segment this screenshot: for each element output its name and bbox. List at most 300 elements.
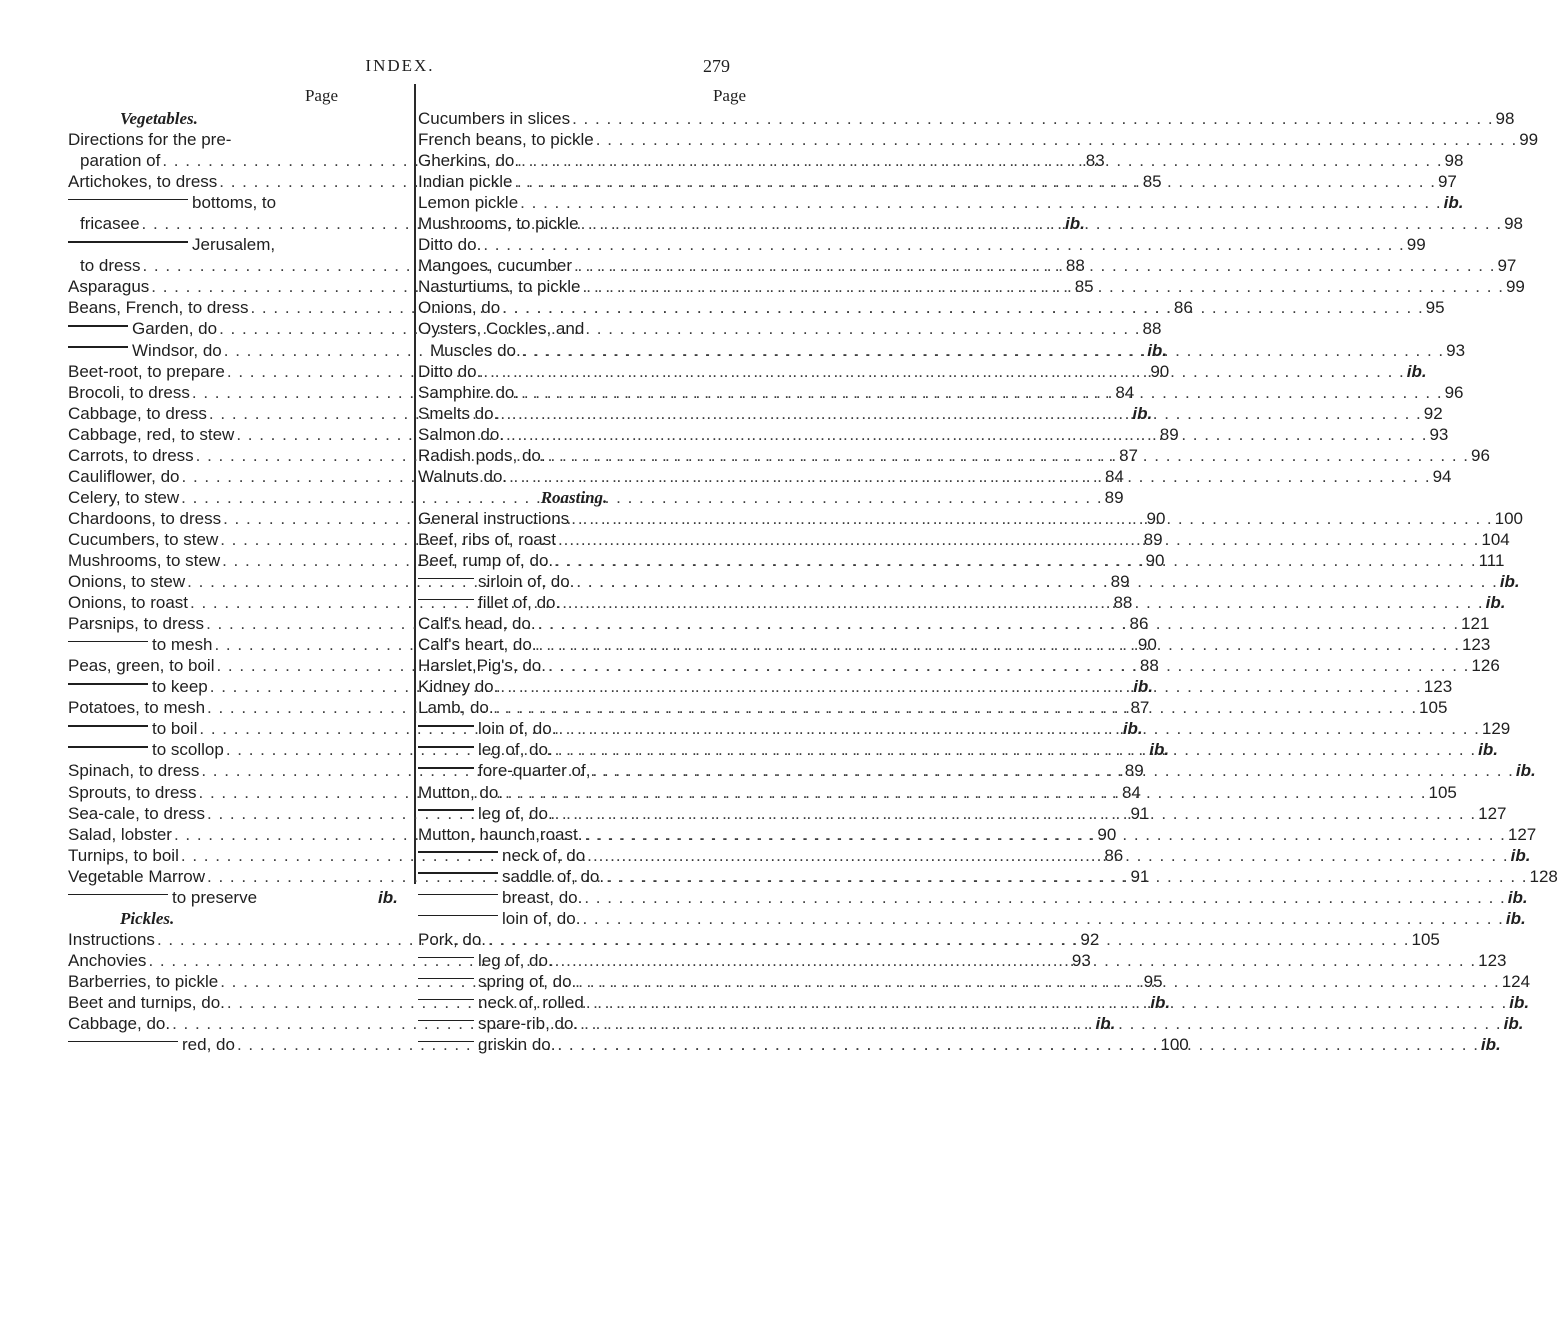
entry-label: Muscles do. [430, 340, 521, 360]
entry-label: Carrots, to dress [68, 445, 194, 465]
entry-page: 84 [1115, 382, 1135, 402]
entry-label: Barberries, to pickle [68, 971, 219, 991]
index-entry [418, 887, 1528, 908]
entry-text [418, 508, 569, 529]
ditto-rule [418, 1020, 474, 1022]
entry-text [68, 192, 276, 213]
entry-label: Mushrooms, to stew [68, 550, 221, 570]
entry-text [68, 171, 217, 192]
entry-text [418, 403, 498, 424]
index-entry [418, 1013, 1524, 1034]
entry-page: 90 [1145, 550, 1165, 570]
entry-text [418, 782, 503, 803]
leader-dots [555, 950, 1476, 971]
entry-text [418, 676, 498, 697]
entry-text [68, 508, 221, 529]
entry-label: Celery, to stew [68, 487, 180, 507]
entry-page: 99 [1519, 130, 1539, 150]
entry-label: to dress [80, 256, 141, 276]
entry-page: 111 [1478, 550, 1505, 570]
entry-label: Smelts do. [418, 403, 499, 423]
leader-dots [505, 782, 1426, 803]
entry-page: 89 [1110, 572, 1130, 592]
entry-label: Calf's heart, do. [418, 635, 537, 655]
entry-label: leg of, do. [478, 803, 553, 823]
leader-dots [596, 129, 1517, 150]
entry-label: Potatoes, to mesh [68, 698, 206, 718]
entry-label: Mushrooms, to pickle [418, 214, 579, 234]
entry-text [68, 950, 146, 971]
leader-dots [578, 971, 1499, 992]
entry-text [418, 361, 481, 382]
entry-text [68, 361, 225, 382]
leader-dots [500, 403, 1421, 424]
entry-label: Beans, French, to dress [68, 298, 249, 318]
leader-dots [521, 382, 1442, 403]
entry-text [68, 971, 218, 992]
entry-text [418, 276, 581, 297]
entry-label: Kidney do. [418, 677, 499, 697]
entry-label: Salad, lobster [68, 824, 172, 844]
entry-page: ib. [1485, 593, 1506, 613]
entry-page: 84 [1121, 782, 1141, 802]
leader-dots [555, 739, 1476, 760]
leader-dots [483, 234, 1404, 255]
page-column-label [418, 86, 770, 108]
leader-dots [488, 929, 1409, 950]
entry-text [418, 424, 504, 445]
entry-label: to boil [152, 719, 198, 739]
entry-page: 100 [1160, 1035, 1189, 1055]
entry-text [418, 108, 570, 129]
entry-text [418, 382, 519, 403]
entry-label: sirloin of, do. [478, 572, 575, 592]
entry-label: Turnips, to boil [68, 845, 179, 865]
entry-text [68, 803, 205, 824]
entry-text [68, 739, 224, 760]
entry-page: 87 [1130, 698, 1150, 718]
page-label: Page [304, 86, 338, 105]
entry-page: ib. [1443, 193, 1464, 213]
entry-label: Peas, green, to boil [68, 656, 215, 676]
entry-page: 129 [1481, 719, 1511, 739]
entry-page: 90 [1097, 824, 1117, 844]
leader-dots [562, 592, 1483, 613]
entry-page: 86 [1173, 298, 1193, 318]
entry-page: 98 [1504, 214, 1523, 234]
entry-page: 98 [1495, 109, 1515, 128]
leader-dots [555, 803, 1476, 824]
entry-page: ib. [1150, 992, 1171, 1012]
entry-text [418, 234, 481, 255]
entry-text [418, 760, 590, 781]
entry-label: Gherkins, do. [418, 151, 520, 171]
ditto-rule [68, 241, 188, 243]
entry-label: Beet and turnips, do. [68, 992, 225, 1012]
entry-page: 128 [1529, 866, 1558, 886]
entry-page: 126 [1471, 656, 1500, 676]
entry-label: neck of, do [502, 845, 586, 865]
entry-page: 96 [1444, 382, 1464, 402]
entry-label: Indian pickle [418, 172, 513, 192]
entry-text [68, 276, 149, 297]
entry-page: 89 [1159, 424, 1179, 444]
entry-page: 97 [1497, 256, 1517, 276]
entry-label: Chardoons, to dress [68, 508, 222, 528]
entry-page: 127 [1478, 803, 1507, 823]
entry-page: 123 [1423, 677, 1453, 697]
entry-page: ib. [1122, 719, 1143, 739]
entry-page: 88 [1113, 593, 1133, 613]
leader-dots [558, 529, 1479, 550]
leader-dots [606, 866, 1527, 887]
entry-text [418, 1034, 555, 1055]
entry-label: fore-quarter of, [478, 761, 591, 781]
entry-page: 127 [1507, 824, 1537, 844]
ditto-rule [68, 746, 148, 748]
entry-text [68, 129, 231, 150]
entry-label: Artichokes, to dress [68, 172, 218, 192]
entry-text [68, 150, 160, 171]
entry-page: 93 [1446, 340, 1466, 360]
entry-text [418, 1013, 578, 1034]
entry-page: ib. [1499, 572, 1520, 592]
entry-label: Nasturtiums, to pickle [418, 277, 581, 297]
entry-label: Windsor, do [132, 340, 222, 360]
entry-text [68, 760, 199, 781]
leader-dots [584, 824, 1505, 845]
entry-text [68, 487, 179, 508]
entry-label: spare-rib, do. [478, 1014, 579, 1034]
entry-page: ib. [1503, 1014, 1524, 1034]
entry-page: 91 [1130, 803, 1150, 823]
ditto-rule [418, 809, 474, 811]
ditto-rule [418, 872, 498, 874]
entry-label: Radish pods, do. [418, 445, 546, 465]
entry-page: 86 [1104, 845, 1124, 865]
entry-text [68, 992, 225, 1013]
entry-label: Cabbage, to dress [68, 403, 207, 423]
entry-text [68, 255, 140, 276]
entry-text [418, 866, 604, 887]
entry-text [68, 676, 208, 697]
entry-text [68, 697, 205, 718]
entry-page: 105 [1411, 929, 1440, 949]
entry-text [68, 571, 185, 592]
entry-label: fillet of, do. [478, 593, 561, 613]
leader-dots [502, 297, 1423, 318]
entry-text [68, 403, 207, 424]
leader-dots [574, 255, 1495, 276]
entry-label: Jerusalem, [192, 235, 276, 255]
leader-dots [506, 424, 1427, 445]
ditto-rule [418, 767, 474, 769]
entry-text [418, 803, 553, 824]
entry-text [68, 318, 217, 339]
ditto-rule [418, 725, 474, 727]
entry-page: ib. [1509, 992, 1530, 1012]
entry-text [418, 613, 536, 634]
entry-text [68, 213, 140, 234]
entry-page: 98 [1444, 151, 1464, 171]
ditto-rule [418, 599, 474, 601]
entry-label: Mutton, do. [418, 782, 504, 802]
entry-page: 105 [1428, 782, 1457, 802]
leader-dots [555, 550, 1476, 571]
entry-text [418, 213, 579, 234]
entry-label: Cabbage, do. [68, 1014, 171, 1034]
ditto-rule [418, 851, 498, 853]
page-column-label [68, 86, 410, 108]
entry-label: to preserve [172, 887, 258, 907]
entry-page: 92 [1080, 929, 1100, 949]
entry-label: Samphire do. [418, 382, 520, 402]
ditto-rule [68, 683, 148, 685]
page-label: Page [712, 86, 746, 105]
entry-page: ib. [1478, 740, 1498, 760]
entry-text [68, 592, 188, 613]
entry-text [418, 950, 553, 971]
entry-text [418, 697, 494, 718]
ditto-rule [68, 1041, 178, 1043]
leader-dots [509, 466, 1430, 487]
section-heading: Vegetables. [120, 109, 198, 128]
entry-text [418, 318, 584, 339]
entry-page: 90 [1150, 361, 1170, 381]
entry-label: Ditto do. [418, 361, 482, 381]
leader-dots [483, 361, 1404, 382]
entry-text [68, 613, 204, 634]
entry-text [418, 971, 576, 992]
entry-label: Cauliflower, do [68, 466, 180, 486]
leader-dots [571, 508, 1492, 529]
entry-text [418, 887, 582, 908]
entry-label: breast, do. [502, 887, 583, 907]
entry-text [68, 845, 179, 866]
entry-page: ib. [1510, 845, 1531, 865]
entry-text [68, 466, 180, 487]
entry-label: Onions, do [418, 298, 501, 318]
entry-text [418, 445, 546, 466]
entry-page: 124 [1501, 971, 1531, 991]
leader-dots [557, 1034, 1478, 1055]
entry-label: bottoms, to [192, 193, 277, 213]
entry-text [68, 866, 205, 887]
entry-text [68, 234, 275, 255]
entry-page: 88 [1142, 319, 1162, 339]
entry-page: 91 [1130, 866, 1150, 886]
leader-dots [582, 908, 1503, 929]
page-number: 279 [703, 56, 730, 76]
entry-page: ib. [1132, 403, 1153, 423]
entry-page: ib. [1505, 908, 1526, 928]
leader-dots [586, 992, 1507, 1013]
entry-text [418, 255, 572, 276]
ditto-rule [418, 915, 498, 917]
entry-text [418, 150, 519, 171]
entry-page: 90 [1137, 635, 1157, 655]
entry-page: 83 [1085, 151, 1105, 171]
leader-dots [539, 634, 1460, 655]
entry-label: Spinach, to dress [68, 761, 200, 781]
entry-text [68, 1013, 170, 1034]
ditto-rule [418, 999, 474, 1001]
entry-label: Oysters, Cockles, and [418, 319, 585, 339]
ditto-rule [418, 894, 498, 896]
entry-page: 89 [1104, 487, 1124, 507]
entry-label: to scollop [152, 740, 224, 760]
entry-label: loin of, do. [478, 719, 557, 739]
entry-text [418, 739, 553, 760]
leader-dots [583, 276, 1504, 297]
entry-page: 88 [1065, 256, 1085, 276]
entry-page: 100 [1494, 508, 1523, 528]
entry-label: griskin do. [478, 1035, 556, 1055]
leader-dots [500, 676, 1421, 697]
entry-text [68, 887, 257, 908]
entry-label: Onions, to roast [68, 593, 189, 613]
ditto-rule [68, 325, 128, 327]
entry-text [418, 571, 574, 592]
leader-dots [515, 171, 1436, 192]
entry-text [418, 634, 537, 655]
entry-label: Lamb, do. [418, 698, 494, 718]
index-entry [68, 192, 410, 213]
entry-page: ib. [378, 887, 398, 907]
entry-label: Sea-cale, to dress [68, 803, 206, 823]
entry-text [418, 129, 594, 150]
entry-page: ib. [1064, 214, 1085, 234]
entry-label: neck of, rolled [478, 992, 584, 1012]
entry-label: Garden, do [132, 319, 218, 339]
entry-page: 90 [1146, 508, 1166, 528]
index-entry [418, 234, 1426, 255]
entry-page: 94 [1432, 466, 1452, 486]
ditto-rule [68, 346, 128, 348]
ditto-rule [68, 641, 148, 643]
entry-page: ib. [1095, 1014, 1116, 1034]
entry-page: ib. [1149, 740, 1170, 760]
entry-page: 104 [1481, 529, 1510, 549]
entry-text [68, 529, 218, 550]
page-title: INDEX. [365, 56, 435, 75]
entry-label: Harslet,Pig's, do. [418, 656, 546, 676]
entry-label: to keep [152, 677, 208, 697]
entry-label: leg of, do. [478, 740, 553, 760]
index-entry [418, 192, 1464, 213]
entry-label: Asparagus [68, 277, 150, 297]
leader-dots [521, 150, 1442, 171]
leader-dots [523, 340, 1444, 361]
entry-label: fricasee [80, 214, 140, 234]
entry-text [418, 192, 518, 213]
entry-page: 88 [1139, 656, 1159, 676]
entry-label: Anchovies [68, 950, 147, 970]
entry-label: Calf's head, do. [418, 614, 536, 634]
entry-label: Cucumbers, to stew [68, 529, 219, 549]
entry-text [68, 634, 212, 655]
entry-label: loin of, do. [502, 908, 581, 928]
entry-page: 85 [1074, 277, 1094, 297]
leader-dots [572, 108, 1493, 129]
entry-text [418, 929, 486, 950]
entry-label: Onions, to stew [68, 572, 186, 592]
section-heading: Roasting. [540, 487, 608, 507]
entry-label: leg of, do. [478, 950, 553, 970]
entry-page: 97 [1437, 172, 1457, 192]
entry-text [68, 824, 172, 845]
entry-text [418, 908, 580, 929]
entry-label: Directions for the pre- [68, 130, 232, 150]
ditto-rule [418, 746, 474, 748]
index-entry [418, 129, 1539, 150]
entry-label: Beef, rump of, do. [418, 550, 554, 570]
entry-text [418, 529, 556, 550]
index-entry [68, 129, 410, 150]
leader-dots [576, 571, 1497, 592]
entry-label: Vegetable Marrow [68, 866, 206, 886]
entry-text [68, 445, 194, 466]
entry-page: 121 [1461, 614, 1490, 634]
ditto-rule [68, 725, 148, 727]
entry-text [68, 382, 190, 403]
entry-label: General instructions [418, 508, 570, 528]
leader-dots [496, 697, 1417, 718]
entry-page: 123 [1478, 950, 1507, 970]
entry-text [418, 171, 513, 192]
index-entry [68, 234, 410, 255]
ditto-rule [418, 1041, 474, 1043]
leader-dots [548, 655, 1469, 676]
entry-page: 93 [1071, 950, 1091, 970]
index-entry [418, 992, 1530, 1013]
entry-text [418, 550, 553, 571]
leader-dots [581, 213, 1502, 234]
leader-dots [580, 1013, 1501, 1034]
entry-page: ib. [1480, 1035, 1501, 1055]
entry-page: 89 [1143, 529, 1163, 549]
entry-label: paration of [80, 151, 161, 171]
entry-page: ib. [1133, 677, 1154, 697]
entry-label: Mutton, haunch,roast. [418, 824, 583, 844]
entry-label: Instructions [68, 929, 155, 949]
entry-page: ib. [1515, 761, 1536, 781]
entry-text [68, 782, 197, 803]
leader-dots [520, 192, 1441, 213]
leader-dots [587, 845, 1508, 866]
index-entry [418, 108, 1515, 129]
entry-page: 89 [1124, 761, 1144, 781]
ditto-rule [68, 199, 188, 201]
entry-text [418, 845, 585, 866]
entry-label: Cucumbers in slices [418, 109, 571, 128]
index-entry [418, 318, 770, 339]
entry-label: spring of, do. [478, 971, 577, 991]
entry-label: Brocoli, to dress [68, 382, 190, 402]
entry-page: 96 [1471, 445, 1490, 465]
entry-text [418, 340, 521, 361]
entry-label: red, do [182, 1035, 235, 1055]
entry-label: Mangoes, cucumber [418, 256, 573, 276]
entry-label: Beet-root, to prepare [68, 361, 225, 381]
entry-text [418, 592, 560, 613]
entry-label: Salmon do. [418, 424, 504, 444]
entry-label: Walnuts do. [418, 466, 508, 486]
entry-page: ib. [1406, 361, 1427, 381]
entry-page: 123 [1461, 635, 1491, 655]
entry-text [68, 929, 155, 950]
index-entry [418, 908, 1526, 929]
